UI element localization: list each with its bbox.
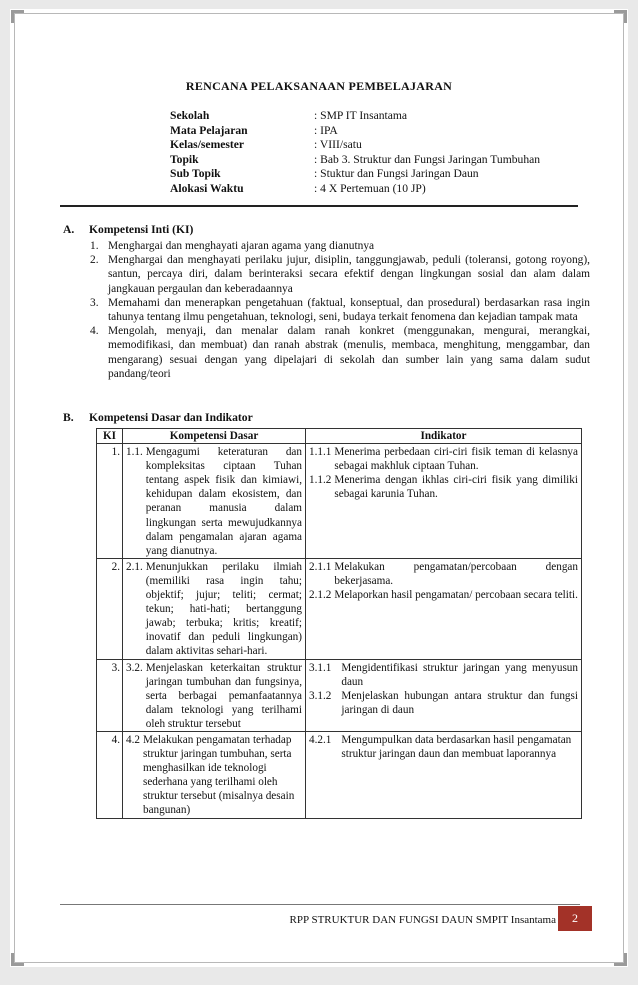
kd-text: Menjelaskan keterkaitan struktur jaringan tumbuhan dan fungsinya, serta berbagai pemanfaatannya dalam teknologi yang terilhami oleh struktur tersebut <box>145 661 302 730</box>
page-number: 2 <box>572 911 578 925</box>
table-header-row <box>97 429 582 444</box>
section-b-heading <box>63 411 253 424</box>
section-letter: A. <box>63 223 75 236</box>
header-divider <box>60 205 578 207</box>
table-row <box>97 558 582 659</box>
indicator-text: Menerima dengan ikhlas ciri-ciri fisik yang dimiliki sebagai karunia Tuhan. <box>334 474 578 501</box>
corner-ornament <box>11 953 24 966</box>
item-text: Menghargai dan menghayati perilaku jujur, disiplin, tanggungjawab, peduli (toleransi, gotong royong), santun, percaya diri, dalam berinteraksi secara efektif dengan lingkungan sosial dan alam dalam jangkauan pergaulan dan keberadaannya <box>108 254 590 295</box>
indicator-cell <box>306 444 582 559</box>
indicator-code: 4.2.1 <box>309 733 332 746</box>
document-page <box>10 9 628 967</box>
section-letter: B. <box>63 411 74 424</box>
indicator-text: Mengumpulkan data berdasarkan hasil pengamatan struktur jaringan daun dan membuat laporannya <box>341 733 572 761</box>
info-key: Alokasi Waktu <box>170 181 244 195</box>
indicator-cell <box>306 558 582 659</box>
kd-text: Melakukan pengamatan terhadap struktur jaringan tumbuhan, serta menghasilkan ide teknologi sederhana yang terilhami oleh struktur tersebut (misalnya desain bangunan) <box>142 733 295 817</box>
kd-code: 1.1. <box>126 446 143 459</box>
info-row <box>170 153 540 168</box>
table-row <box>97 659 582 731</box>
document-title: RENCANA PELAKSANAAN PEMBELAJARAN <box>185 79 453 93</box>
kd-cell <box>123 558 306 659</box>
section-title: Kompetensi Dasar dan Indikator <box>89 411 253 424</box>
indicator-code: 2.1.1 <box>309 560 332 573</box>
corner-ornament <box>614 10 627 23</box>
list-item <box>80 324 590 381</box>
item-number: 3. <box>90 296 99 309</box>
indicator-code: 1.1.2 <box>309 474 332 487</box>
kd-code: 2.1. <box>126 560 143 573</box>
item-number: 2. <box>90 254 99 267</box>
list-item <box>80 253 590 296</box>
info-key: Kelas/semester <box>170 138 245 151</box>
ki-cell: 4. <box>97 731 123 818</box>
indicator-text: Menjelaskan hubungan antara struktur dan fungsi jaringan di daun <box>341 689 578 716</box>
info-row <box>170 109 540 124</box>
corner-ornament <box>614 953 627 966</box>
table-row <box>97 444 582 559</box>
ki-list <box>80 239 590 381</box>
kd-code: 4.2 <box>126 733 140 746</box>
info-value: : Bab 3. Struktur dan Fungsi Jaringan Tumbuhan <box>314 152 541 166</box>
column-header-kd: Kompetensi Dasar <box>123 429 306 444</box>
info-key: Topik <box>170 152 199 166</box>
info-key: Sekolah <box>170 109 210 122</box>
info-value: : IPA <box>314 123 338 137</box>
kd-cell <box>123 659 306 731</box>
page-number-box <box>558 906 592 931</box>
kd-cell <box>123 444 306 559</box>
list-item <box>80 296 590 324</box>
info-value: : Stuktur dan Fungsi Jaringan Daun <box>314 167 479 180</box>
indicator-code: 3.1.2 <box>309 689 332 702</box>
table-row <box>97 731 582 818</box>
info-table <box>170 109 540 196</box>
indicator-text: Mengidentifikasi struktur jaringan yang menyusun daun <box>341 661 578 688</box>
item-number: 4. <box>90 325 99 338</box>
indicator-text: Melakukan pengamatan/percobaan dengan bekerjasama. <box>334 560 578 587</box>
ki-cell: 3. <box>97 659 123 731</box>
section-title: Kompetensi Inti (KI) <box>89 223 194 236</box>
kd-code: 3.2. <box>126 661 143 674</box>
info-row <box>170 124 540 139</box>
indicator-code: 2.1.2 <box>309 589 332 602</box>
info-key: Mata Pelajaran <box>170 123 248 137</box>
indicator-cell <box>306 659 582 731</box>
item-number: 1. <box>90 240 99 252</box>
item-text: Memahami dan menerapkan pengetahuan (faktual, konseptual, dan prosedural) berdasarkan rasa ingin tahunya tentang ilmu pengetahuan, teknologi, seni, budaya terkait fenomena dan kejadian tampak mata <box>108 296 590 324</box>
indicator-cell <box>306 731 582 818</box>
ki-cell: 1. <box>97 444 123 559</box>
info-value: : VIII/satu <box>314 138 362 151</box>
info-row <box>170 167 540 182</box>
kd-indicator-table <box>96 428 582 819</box>
indicator-text: Menerima perbedaan ciri-ciri fisik teman di kelasnya sebagai makhluk ciptaan Tuhan. <box>334 446 578 473</box>
info-key: Sub Topik <box>170 167 221 180</box>
kd-text: Menunjukkan perilaku ilmiah (memiliki rasa ingin tahu; objektif; jujur; teliti; cermat; tekun; hati-hati; bertanggung jawab; terbuka; kritis; kreatif; inovatif dan peduli lingkungan) dalam aktivitas sehari-hari. <box>145 560 302 658</box>
info-row <box>170 182 540 197</box>
corner-ornament <box>11 10 24 23</box>
indicator-text: Melaporkan hasil pengamatan/ percobaan secara teliti. <box>334 589 578 602</box>
indicator-code: 1.1.1 <box>309 446 332 459</box>
info-row <box>170 138 540 153</box>
column-header-ki: KI <box>97 429 123 444</box>
section-a-heading <box>63 223 193 236</box>
info-value: : 4 X Pertemuan (10 JP) <box>314 181 426 195</box>
item-text: Mengolah, menyaji, dan menalar dalam ranah konkret (menggunakan, mengurai, merangkai, memodifikasi, dan membuat) dan ranah abstrak (menulis, membaca, menghitung, menggambar, dan mengarang) sesuai dengan yang dipelajari di sekolah dan sumber lain yang sama dalam sudut pandang/teori <box>108 325 590 380</box>
kd-cell <box>123 731 306 818</box>
footer-text: RPP STRUKTUR DAN FUNGSI DAUN SMPIT Insantama <box>289 914 556 926</box>
column-header-indikator: Indikator <box>306 429 582 444</box>
kd-text: Mengagumi keteraturan dan kompleksitas ciptaan Tuhan tentang aspek fisik dan kimiawi, kehidupan dalam ekosistem, dan peranan manusia dalam lingkungan serta mewujudkannya dalam pengamalan ajaran agama yang dianutnya. <box>145 446 302 557</box>
info-value: : SMP IT Insantama <box>314 109 408 122</box>
footer-divider <box>60 904 580 905</box>
item-text: Menghargai dan menghayati ajaran agama yang dianutnya <box>108 240 375 252</box>
ki-cell: 2. <box>97 558 123 659</box>
list-item <box>80 239 590 253</box>
indicator-code: 3.1.1 <box>309 661 332 674</box>
